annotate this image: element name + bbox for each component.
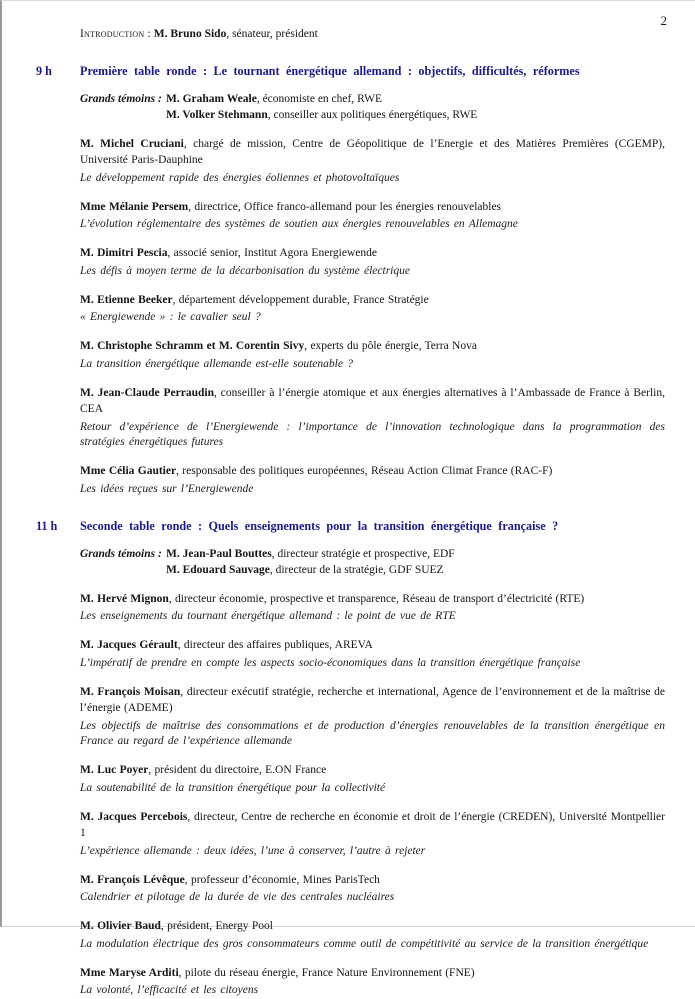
session-title: Première table ronde : Le tournant énergétique allemand : objectifs, difficultés, réformes [80,64,580,78]
session-time: 11 h [36,519,58,533]
speaker-block [80,872,665,906]
speaker-name: M. Jacques Percebois [80,810,188,823]
witnesses-list [166,92,477,123]
session-time: 9 h [36,64,52,78]
speaker-name: M. Hervé Mignon [80,592,169,605]
session-heading [36,63,665,79]
speaker-name: M. Jacques Gérault [80,639,178,651]
speaker-topic: La transition énergétique allemande est-elle soutenable ? [80,357,353,370]
witnesses-label: Grands témoins : [80,93,162,105]
page-content [36,27,665,999]
speaker-block [80,292,665,326]
speaker-topic: L’impératif de prendre en compte les aspects socio-économiques dans la transition énergétique française [80,656,581,669]
speaker-name: M. Etienne Beeker [80,293,173,306]
speaker-block [80,918,665,952]
page-number: 2 [660,13,667,28]
witness-role: , directeur stratégie et prospective, EDF [271,548,455,560]
speaker-topic: La soutenabilité de la transition énergétique pour la collectivité [80,781,386,794]
witness-name: M. Volker Stehmann [166,108,268,121]
intro-name: M. Bruno Sido [153,28,227,40]
witness-name: M. Jean-Paul Bouttes [166,548,272,560]
speaker-topic: « Energiewende » : le cavalier seul ? [80,311,261,323]
speaker-block [80,385,665,451]
witnesses-block [80,547,665,578]
speaker-role: , président du directoire, E.ON France [148,764,327,776]
speaker-topic: Les objectifs de maîtrise des consommations et de production d’énergies renouvelables de la transition énergétique en France au regard de l’expérience allemande [80,719,665,747]
witness-name: M. Edouard Sauvage [166,563,270,576]
speaker-block [80,136,665,187]
witness-role: , conseiller aux politiques énergétiques, RWE [267,108,478,121]
speaker-role: , directeur économie, prospective et transparence, Réseau de transport d’électricité (RTE) [168,592,585,605]
intro-line [80,27,665,42]
intro-label: Introduction : [80,28,151,40]
speaker-topic: Le développement rapide des énergies éoliennes et photovoltaïques [80,171,400,184]
speaker-block [80,338,665,372]
speaker-block [80,463,665,497]
speaker-role: , directeur, Centre de recherche en économie et droit de l’énergie (CREDEN), Université Montpellier 1 [80,810,665,839]
speaker-block [80,591,665,625]
witness-line [166,547,455,563]
witnesses-block [80,92,665,123]
witnesses-label: Grands témoins : [80,548,162,560]
speaker-name: Mme Célia Gautier [80,465,177,477]
speaker-block [80,637,665,671]
intro-role: , sénateur, président [226,28,318,40]
speaker-name: M. François Moisan [80,685,181,698]
speaker-name: M. Olivier Baud [80,920,161,932]
speaker-name: M. Michel Cruciani [80,137,184,150]
speaker-block [80,809,665,860]
witness-name: M. Graham Weale [166,93,257,105]
speaker-name: M. Luc Poyer [80,764,149,776]
speaker-role: , directeur exécutif stratégie, recherche et international, Agence de l’environnement et de la maîtrise de l’énergie (ADEME) [80,685,665,714]
speaker-role: , pilote du réseau énergie, France Nature Environnement (FNE) [178,966,475,979]
speaker-role: , département développement durable, France Stratégie [172,293,429,306]
witness-line [166,108,477,124]
speaker-block [80,199,665,233]
speaker-name: Mme Mélanie Persem [80,200,189,213]
speaker-role: , experts du pôle énergie, Terra Nova [304,340,477,352]
speaker-name: M. Jean-Claude Perraudin [80,386,215,399]
witness-role: , directeur de la stratégie, GDF SUEZ [269,563,444,576]
witness-role: , économiste en chef, RWE [256,93,383,105]
speaker-topic: L’expérience allemande : deux idées, l’une à conserver, l’autre à rejeter [80,844,426,857]
speaker-role: , directeur des affaires publiques, AREVA [177,639,373,651]
speaker-role: , associé senior, Institut Agora Energiewende [167,247,377,259]
speaker-topic: Les idées reçues sur l’Energiewende [80,482,254,495]
speaker-role: , conseiller à l’énergie atomique et aux énergies alternatives à l’Ambassade de France à Berlin, CEA [80,386,665,415]
speaker-block [80,965,665,999]
speaker-topic: L’évolution réglementaire des systèmes de soutien aux énergies renouvelables en Allemagne [80,218,518,230]
speaker-topic: Les enseignements du tournant énergétique allemand : le point de vue de RTE [80,610,456,622]
speaker-role: , responsable des politiques européennes, Réseau Action Climat France (RAC-F) [176,465,553,477]
speaker-role: , chargé de mission, Centre de Géopolitique de l’Energie et des Matières Premières (CGEMP), Université Paris-Dauphine [80,137,665,166]
speaker-name: M. Dimitri Pescia [80,247,168,259]
speaker-topic: La volonté, l’efficacité et les citoyens [80,984,259,996]
speaker-name: Mme Maryse Arditi [80,966,179,979]
speaker-block [80,245,665,279]
speaker-topic: La modulation électrique des gros consommateurs comme outil de compétitivité au service de la transition énergétique [80,937,649,950]
speaker-block [80,684,665,750]
speaker-topic: Les défis à moyen terme de la décarbonisation du système électrique [80,264,410,277]
speaker-role: , professeur d’économie, Mines ParisTech [184,873,380,886]
session-title: Seconde table ronde : Quels enseignements pour la transition énergétique française ? [80,519,559,533]
speaker-topic: Retour d’expérience de l’Energiewende : l’importance de l’innovation technologique dans la programmation des stratégies énergétiques futures [80,420,665,448]
witness-line [166,92,477,108]
speaker-block [80,762,665,796]
speaker-role: , directrice, Office franco-allemand pour les énergies renouvelables [188,200,502,213]
witnesses-list [166,547,455,578]
speaker-name: M. François Lévêque [80,873,185,886]
witness-line [166,563,455,579]
speaker-name: M. Christophe Schramm et M. Corentin Sivy [80,340,305,352]
speaker-role: , président, Energy Pool [160,920,273,932]
session-heading [36,518,665,534]
speaker-topic: Calendrier et pilotage de la durée de vie des centrales nucléaires [80,891,395,903]
